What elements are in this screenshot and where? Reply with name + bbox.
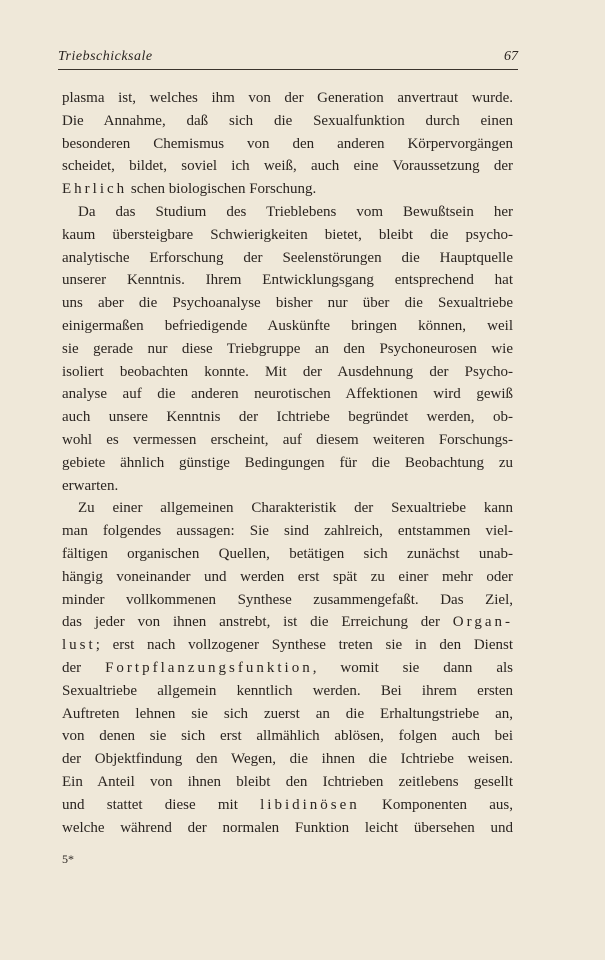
text-line: Sexualtriebe allgemein kenntlich werden. Bei ihrem ersten (62, 682, 513, 699)
text-line: unserer Kenntnis. Ihrem Entwicklungsgang entsprechend hat (62, 272, 513, 289)
text-line: scheidet, bildet, soviel ich weiß, auch eine Voraussetzung der (62, 158, 513, 175)
text-line: einigermaßen befriedigende Auskünfte bringen können, weil (62, 317, 513, 334)
text-line: Die Annahme, daß sich die Sexualfunktion durch einen (62, 112, 513, 129)
text-line: gebiete ähnlich günstige Bedingungen für die Beobachtung zu (62, 454, 513, 471)
text-line: lust; erst nach vollzogener Synthese treten sie in den Dienst (62, 637, 513, 654)
text-line: der Objektfindung den Wegen, die ihnen die Ichtriebe weisen. (62, 751, 513, 768)
page-number: 67 (504, 49, 518, 64)
text-line: welche während der normalen Funktion leicht übersehen und (62, 819, 513, 836)
text-line: kaum übersteigbare Schwierigkeiten bietet, bleibt die psycho- (62, 226, 513, 243)
spaced-term: lust (62, 637, 96, 654)
running-title: Triebschicksale (58, 49, 153, 64)
text-line: man folgendes aussagen: Sie sind zahlreich, entstammen viel- (62, 523, 513, 540)
text-line: wohl es vermessen erscheint, auf diesem weiteren Forschungs- (62, 431, 513, 448)
text-line: Da das Studium des Trieblebens vom Bewußtsein her (78, 203, 513, 220)
text-line: Ehrlich schen biologischen Forschung. (62, 181, 317, 198)
body-text (62, 87, 513, 839)
text-line: plasma ist, welches ihm von der Generation anvertraut wurde. (62, 90, 513, 106)
text-line: Ein Anteil von ihnen bleibt den Ichtrieben zeitlebens gesellt (62, 773, 513, 790)
text-line: von denen sie sich erst allmählich ablösen, folgen auch bei (62, 728, 513, 745)
text-line: das jeder von ihnen anstrebt, ist die Erreichung der Organ- (62, 614, 513, 631)
spaced-term: libidinösen (260, 796, 360, 813)
text-line: analytische Erforschung der Seelenstörungen die Hauptquelle (62, 249, 513, 266)
text-line: auch unsere Kenntnis der Ichtriebe begründet werden, ob- (62, 409, 513, 426)
text-line: analyse auf die anderen neurotischen Affektionen wird gewiß (62, 386, 513, 403)
text-line: minder vollkommenen Synthese zusammengefaßt. Das Ziel, (62, 591, 513, 608)
text-line: fältigen organischen Quellen, betätigen sich zunächst unab- (62, 545, 513, 562)
spaced-term: Organ- (452, 614, 513, 631)
text-line: hängig voneinander und werden erst spät zu einer mehr oder (62, 568, 513, 585)
text-line: uns aber die Psychoanalyse bisher nur über die Sexualtriebe (62, 295, 513, 312)
spaced-name: Ehrlich (62, 181, 128, 198)
header-rule (58, 69, 518, 70)
text-line: der Fortpflanzungsfunktion, womit sie dann als (62, 659, 513, 676)
text-line: besonderen Chemismus von den anderen Körpervorgängen (62, 135, 513, 152)
text-line: erwarten. (62, 477, 119, 494)
printer-signature: 5* (62, 852, 74, 866)
text-line: und stattet diese mit libidinösen Komponenten aus, (62, 796, 513, 813)
text-line: isoliert beobachten konnte. Mit der Ausdehnung der Psycho- (62, 363, 513, 380)
text-line: Zu einer allgemeinen Charakteristik der Sexualtriebe kann (78, 500, 513, 517)
text-line: Auftreten lehnen sie sich zuerst an die Erhaltungstriebe an, (62, 705, 513, 722)
spaced-term: Fortpflanzungsfunktion (105, 659, 313, 676)
text-line: sie gerade nur diese Triebgruppe an den Psychoneurosen wie (62, 340, 513, 357)
page-header (58, 48, 518, 68)
